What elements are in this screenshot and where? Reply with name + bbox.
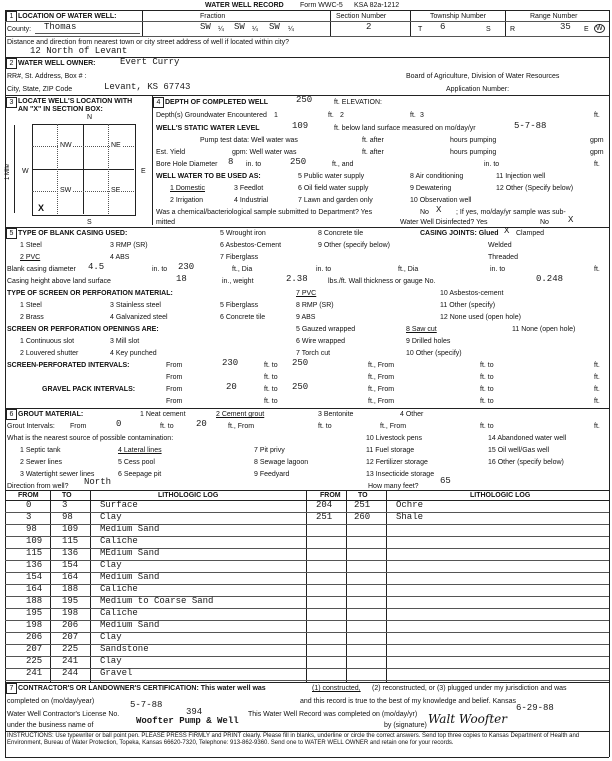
certification-label: CONTRACTOR'S OR LANDOWNER'S CERTIFICATION: This water well was [18, 685, 266, 692]
log-row-description: Clay [100, 656, 122, 666]
county-label: County: [7, 26, 32, 33]
locate-label-2: AN "X" IN SECTION BOX: [18, 106, 103, 113]
casing-weight-value: 2.38 [286, 274, 308, 284]
license-value: 394 [186, 707, 203, 717]
grout-to-value: 20 [196, 419, 207, 429]
log-row-right-description: Shale [396, 512, 424, 522]
quadrant-sw: SW [60, 187, 72, 194]
screen-pvc-selected: 7 PVC [296, 290, 317, 297]
range-direction-w: W [596, 25, 603, 32]
log-row-to: 136 [62, 548, 79, 558]
form-number: Form WWC-5 [300, 2, 343, 9]
log-row-from: 207 [26, 644, 43, 654]
fraction-2: SW [234, 22, 245, 32]
log-row-to: 164 [62, 572, 79, 582]
log-row-from: 198 [26, 620, 43, 630]
use-domestic-selected: 1 Domestic [170, 185, 206, 192]
license-label: Water Well Contractor's License No. [7, 711, 120, 718]
range-value: 35 [560, 22, 571, 32]
distance-value: 12 North of Levant [30, 46, 128, 56]
log-row-from: 195 [26, 608, 43, 618]
quadrant-se: SE [111, 187, 121, 194]
log-row-right-description: Ochre [396, 500, 424, 510]
instructions: INSTRUCTIONS: Use typewriter or ball point pen. PLEASE PRESS FIRMLY and PRINT clearly. Please fill in blanks, underline or circle the correct answers. Send top three copies to Kansas Department of Health and Environment, Bureau of Water Protection, Topeka, Kansas 66620-7320, Telephone: 913-862-9360. Send one to WATER WELL OWNER and retain one for your records. [7, 733, 580, 746]
log-row-from: 154 [26, 572, 43, 582]
est-yield-label: Est. Yield [156, 149, 186, 156]
direction-value: North [84, 477, 112, 487]
log-row-from: 115 [26, 548, 43, 558]
section-box [32, 124, 136, 216]
casing-diameter-value: 4.5 [88, 262, 105, 272]
bore-depth-value: 250 [290, 157, 307, 167]
chem-sample-label: Was a chemical/bacteriological sample submitted to Department? Yes [156, 209, 373, 216]
static-level-label: WELL'S STATIC WATER LEVEL [156, 125, 260, 132]
log-row-from: 188 [26, 596, 43, 606]
log-row-to: 3 [62, 500, 68, 510]
gravel-from-value: 20 [226, 382, 237, 392]
depth-value: 250 [296, 95, 313, 105]
casing-joints-label: CASING JOINTS: Glued [420, 230, 499, 237]
log-row-to: 206 [62, 620, 79, 630]
section-number-6: 6 [6, 409, 17, 420]
quadrant-ne: NE [111, 142, 121, 149]
direction-label: Direction from well? [7, 483, 69, 490]
section-number-3: 3 [6, 97, 17, 108]
gravel-to-value: 250 [292, 382, 309, 392]
owner-label: WATER WELL OWNER: [18, 60, 96, 67]
casing-diameter-label: Blank casing diameter [7, 266, 76, 273]
chem-sample-no: X [436, 205, 442, 215]
location-label: LOCATION OF WATER WELL: [18, 13, 117, 20]
log-row-from: 109 [26, 536, 43, 546]
log-row-to: 225 [62, 644, 79, 654]
log-row-right-to: 251 [354, 500, 371, 510]
log-row-to: 154 [62, 560, 79, 570]
log-from-header-right: FROM [320, 492, 341, 499]
log-from-header-left: FROM [18, 492, 39, 499]
log-row-from: 164 [26, 584, 43, 594]
fraction-label: Fraction [200, 13, 226, 20]
business-value: Woofter Pump & Well [136, 716, 239, 726]
log-to-header-left: TO [62, 492, 72, 499]
log-row-to: 198 [62, 608, 79, 618]
log-row-description: Sandstone [100, 644, 149, 654]
log-litho-header-left: LITHOLOGIC LOG [158, 492, 219, 499]
disinfected-label: Water Well Disinfected? Yes [400, 219, 488, 226]
grout-label: GROUT MATERIAL: [18, 411, 84, 418]
section-number-value: 2 [366, 22, 372, 32]
city-value: Levant, KS 67743 [104, 82, 191, 92]
depth-label: DEPTH OF COMPLETED WELL [165, 99, 269, 106]
groundwater-label: Depth(s) Groundwater Encountered [156, 112, 267, 119]
log-row-description: Medium Sand [100, 524, 160, 534]
board-label: Board of Agriculture, Division of Water Resources [406, 73, 560, 80]
log-to-header-right: TO [358, 492, 368, 499]
feet-label: How many feet? [368, 483, 419, 490]
log-row-to: 188 [62, 584, 79, 594]
quadrant-nw: NW [60, 142, 72, 149]
log-row-description: Caliche [100, 536, 138, 546]
log-row-description: Clay [100, 512, 122, 522]
county-value: Thomas [44, 22, 77, 32]
log-row-right-from: 204 [316, 500, 333, 510]
perforated-intervals-label: SCREEN-PERFORATED INTERVALS: [7, 362, 130, 369]
log-row-description: Medium to Coarse Sand [100, 596, 214, 606]
fraction-1: SW [200, 22, 211, 32]
log-row-from: 241 [26, 668, 43, 678]
log-row-from: 3 [26, 512, 32, 522]
log-row-description: Caliche [100, 608, 138, 618]
application-number-label: Application Number: [446, 86, 510, 93]
log-row-to: 244 [62, 668, 79, 678]
log-row-description: Clay [100, 632, 122, 642]
screen-material-label: TYPE OF SCREEN OR PERFORATION MATERIAL: [7, 290, 173, 297]
log-row-to: 98 [62, 512, 73, 522]
static-level-value: 109 [292, 121, 309, 131]
perforated-from-value: 230 [222, 358, 239, 368]
casing-height-value: 18 [176, 274, 187, 284]
gravel-pack-label: GRAVEL PACK INTERVALS: [42, 386, 136, 393]
log-row-description: Clay [100, 560, 122, 570]
water-well-record-form: WATER WELL RECORD Form WWC-5 KSA 82a-1212 1 LOCATION OF WATER WELL: Fraction Section Number Township Number Range Number County: Thomas SW ¼ SW ¼ SW ¼ 2 T 6 S R 35 E W Distance and direction from nearest town or city street address of well if located within city? 12 North of Levant 2 WATER WELL OWNER: Evert Curry RR#, St. Address, Box # : Board of Agriculture, Division of Water Resources City, State, ZIP Code Levant, KS 67743 Application Number: 3 LOCATE WELL'S LOCATION WITH AN "X" IN SECTION BOX: N S W E 1 Mile NW NE SW SE X 4 DEPTH OF COMPLETED WELL 250 ft. ELEVATION: Depth(s) Groundwater Encountered 1 ft. 2 ft. 3 ft. WELL'S STATIC WATER LEVEL 109 ft. below land surface measured on mo/day/yr 5-7-88 Pump test data: Well water was ft. after hours pumping gpm Est. Yield gpm: Well water was ft. after hours pumping gpm Bore Hole Diameter 8 in. to 250 ft., and in. to ft. WELL WATER TO BE USED AS: 5 Public water supply 8 Air conditioning 11 Injection well 1 Domestic 3 Feedlot 6 Oil field water supply 9 Dewatering 12 Other (Specify below) 2 Irrigation 4 Industrial 7 Lawn and garden only 10 Observation well Was a chemical/bacteriological sample submitted to Department? Yes No X ; If yes, mo/day/yr sample was sub- mitted Water Well Disinfected? Yes No X 5 TYPE OF BLANK CASING USED: 5 Wrought iron 8 Concrete tile CASING JOINTS: Glued X Clamped 1 Steel 3 RMP (SR) 6 Asbestos-Cement 9 Other (specify below) Welded 2 PVC 4 ABS 7 Fiberglass Threaded Blank casing diameter 4.5 in. to 230 ft., Dia in. to ft., Dia in. to ft. Casing height above land surface 18 in., weight 2.38 lbs./ft. Wall thickness or gauge No. 0.248 TYPE OF SCREEN OR PERFORATION MATERIAL: 7 PVC 10 Asbestos-cement 1 Steel 3 Stainless steel 5 Fiberglass 8 RMP (SR) 11 Other (specify) 2 Brass 4 Galvanized steel 6 Concrete tile 9 ABS 12 None used (open hole) SCREEN OR PERFORATION OPENINGS ARE: 5 Gauzed wrapped 8 Saw cut 11 None (open hole) 1 Continuous slot 3 Mill slot 6 Wire wrapped 9 Drilled holes 2 Louvered shutter 4 Key punched 7 Torch cut 10 Other (specify) SCREEN-PERFORATED INTERVALS: From 230 ft. to 250 ft., From ft. to ft. From ft. to ft., From ft. to ft. GRAVEL PACK INTERVALS: From 20 ft. to 250 ft., From ft. to ft. From ft. to ft., From ft. to ft. 6 GROUT MATERIAL: 1 Neat cement 2 Cement grout 3 Bentonite 4 Other Grout Intervals: From 0 ft. to 20 ft., From ft. to ft., From ft. to ft. What is the nearest source of possible contamination: 10 Livestock pens 14 Abandoned water well 1 Septic tank 4 Lateral lines 7 Pit privy 11 Fuel storage 15 Oil well/Gas well 2 Sewer lines 5 Cess pool 8 Sewage lagoon 12 Fertilizer storage 16 Other (specify below) 3 Watertight sewer lines 6 Seepage pit 9 Feedyard 13 Insecticide storage Direction from well? North How many feet? 65 FROM TO LITHOLOGIC LOG FROM TO LITHOLOGIC LOG 0 3 Surface 3 98 Clay 98 109 Medium Sand 109 115 Caliche 115 136 MEdium Sand 136 154 Clay 154 164 Medium Sand 164 188 Caliche 188 195 Medium to Coarse Sand 195 198 Caliche 198 206 Medium Sand 206 207 Clay 207 225 Sandstone 225 241 Clay 241 244 Gravel 204 251 Ochre 251 260 Shale 7 CONTRACTOR'S OR LANDOWNER'S CERTIFICATION: This water well was (1) constructed, (2) reconstructed, or (3) plugged under my jurisdiction and was completed on (mo/day/year) 5-7-88 and this record is true to the best of my knowledge and belief. Kansas Water Well Contractor's License No. 394 This Water Well Record was completed on (mo/day/yr) 6-29-88 under the business name of Woofter Pump & Well by (signature) Walt Woofter INSTRUCTIONS: Use typewriter or ball point pen. PLEASE PRESS FIRMLY and PRINT clearly. Please fill in blanks, underline or circle the correct answers. Send top three copies to Kansas Department of Health and Environment, Bureau of Water Protection, Topeka, Kansas 66620-7320, Telephone: 913-862-9360. Send one to WATER WELL OWNER and retain one for your records. [0, 0, 612, 761]
casing-label: TYPE OF BLANK CASING USED: [18, 230, 128, 237]
form-title: WATER WELL RECORD [205, 2, 284, 9]
signature: Walt Woofter [428, 712, 507, 726]
casing-pvc-selected: 2 PVC [20, 254, 41, 261]
completed-label: completed on (mo/day/year) [7, 698, 95, 705]
log-row-from: 206 [26, 632, 43, 642]
section-number-4: 4 [153, 97, 164, 108]
log-row-description: Gravel [100, 668, 133, 678]
grout-cement-selected: 2 Cement grout [216, 411, 265, 418]
log-row-from: 98 [26, 524, 37, 534]
source-lateral-lines-selected: 4 Lateral lines [118, 447, 162, 454]
log-row-description: Medium Sand [100, 620, 160, 630]
range-label: Range Number [530, 13, 578, 20]
owner-name: Evert Curry [120, 57, 180, 67]
disinfected-no: X [568, 215, 574, 225]
log-row-to: 207 [62, 632, 79, 642]
log-row-description: MEdium Sand [100, 548, 160, 558]
opening-saw-cut-selected: 8 Saw cut [406, 326, 437, 333]
completed-value: 5-7-88 [130, 700, 163, 710]
fraction-3: SW [269, 22, 280, 32]
section-number-2: 2 [6, 58, 17, 69]
contamination-label: What is the nearest source of possible contamination: [7, 435, 174, 442]
section-number-7: 7 [6, 683, 17, 694]
log-row-from: 136 [26, 560, 43, 570]
log-row-to: 109 [62, 524, 79, 534]
casing-height-label: Casing height above land surface [7, 278, 111, 285]
log-row-from: 0 [26, 500, 32, 510]
distance-label: Distance and direction from nearest town or city street address of well if located within city? [7, 39, 290, 46]
feet-value: 65 [440, 476, 451, 486]
log-row-from: 225 [26, 656, 43, 666]
casing-joints-x: X [504, 226, 510, 236]
section-number-label: Section Number [336, 13, 387, 20]
casing-gauge-value: 0.248 [536, 274, 564, 284]
business-label: under the business name of [7, 722, 94, 729]
pump-test-label: Pump test data: Well water was [200, 137, 298, 144]
static-level-date: 5-7-88 [514, 121, 547, 131]
log-row-description: Medium Sand [100, 572, 160, 582]
locate-label: LOCATE WELL'S LOCATION WITH [18, 98, 133, 105]
city-label: City, State, ZIP Code [7, 86, 73, 93]
log-row-to: 241 [62, 656, 79, 666]
cert-constructed-selected: (1) constructed, [312, 685, 361, 692]
log-litho-header-right: LITHOLOGIC LOG [470, 492, 531, 499]
mile-label: 1 Mile [5, 163, 11, 180]
log-row-right-to: 260 [354, 512, 371, 522]
rr-label: RR#, St. Address, Box # : [7, 73, 87, 80]
township-label: Township Number [430, 13, 487, 20]
township-value: 6 [440, 22, 446, 32]
well-location-mark: X [38, 203, 45, 213]
log-row-to: 115 [62, 536, 79, 546]
log-row-description: Caliche [100, 584, 138, 594]
openings-label: SCREEN OR PERFORATION OPENINGS ARE: [7, 326, 159, 333]
casing-depth-value: 230 [178, 262, 195, 272]
record-date-value: 6-29-88 [516, 703, 554, 713]
log-row-right-from: 251 [316, 512, 333, 522]
log-row-to: 195 [62, 596, 79, 606]
grout-intervals-label: Grout Intervals: [7, 423, 55, 430]
bore-diameter-value: 8 [228, 157, 234, 167]
ksa-reference: KSA 82a-1212 [354, 2, 400, 9]
section-number-1: 1 [6, 11, 17, 22]
section-number-5: 5 [6, 228, 17, 239]
grout-from-value: 0 [116, 419, 122, 429]
use-label: WELL WATER TO BE USED AS: [156, 173, 261, 180]
log-row-description: Surface [100, 500, 138, 510]
bore-diameter-label: Bore Hole Diameter [156, 161, 218, 168]
perforated-to-value: 250 [292, 358, 309, 368]
